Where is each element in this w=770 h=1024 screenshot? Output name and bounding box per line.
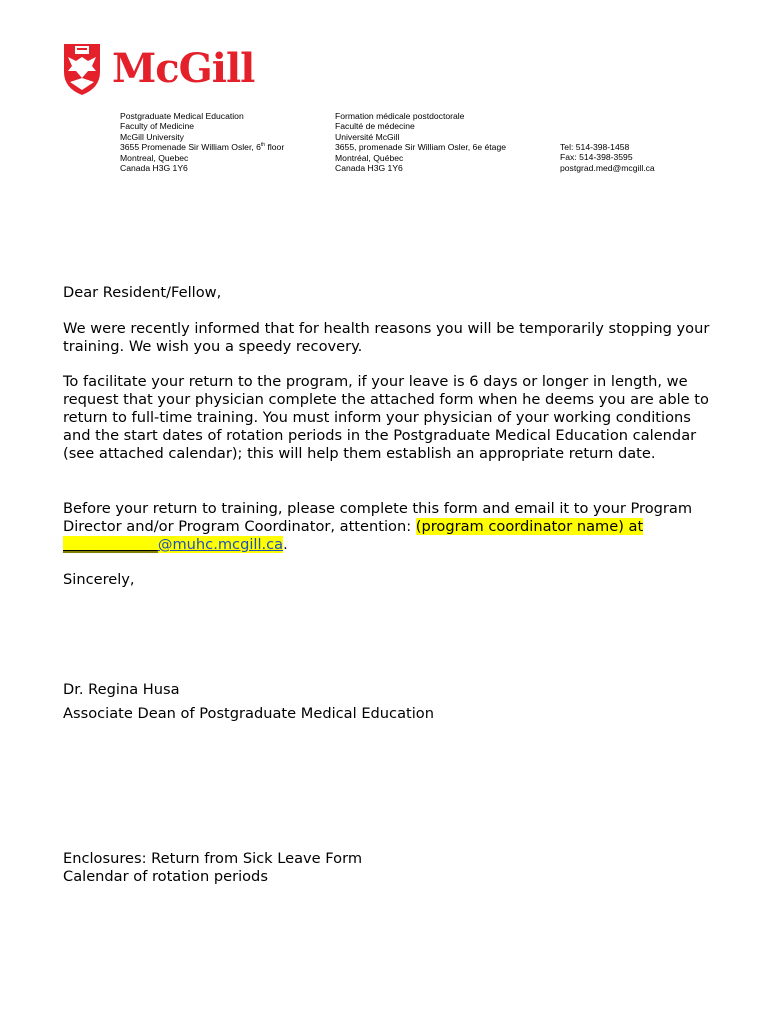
mcgill-wordmark: McGill [112, 45, 255, 92]
address-french [335, 111, 506, 173]
address-line: Faculté de médecine [335, 121, 415, 132]
email-blank: _____________ [63, 536, 158, 553]
address-line: Canada H3G 1Y6 [120, 163, 188, 174]
enclosures-line-1: Enclosures: Return from Sick Leave Form [63, 850, 363, 867]
address-line: Montréal, Québec [335, 152, 404, 163]
paragraph-1: We were recently informed that for health reasons you will be temporarily stopping your training. We wish you a speedy recovery. [63, 320, 710, 355]
paragraph-3: Before your return to training, please complete this form and email it to your Program Director and/or Program Coordinator, attention: (program coordinator name) at _____________@muhc.mcgill.ca. [63, 500, 693, 553]
address-line: Postgraduate Medical Education [120, 111, 244, 121]
signer-title: Associate Dean of Postgraduate Medical Education [63, 705, 434, 722]
paragraph-2: To facilitate your return to the program, if your leave is 6 days or longer in length, we request that your physician complete the attached form when he deems you are able to return to full-time training. You must inform your physician of your working conditions and the start dates of rotation periods in the Postgraduate Medical Education calendar (see attached calendar); this will help them establish an appropriate return date. [63, 373, 709, 462]
signer-name: Dr. Regina Husa [63, 681, 180, 698]
email-domain-link[interactable]: @muhc.mcgill.ca [157, 536, 284, 553]
address-line: McGill University [120, 131, 184, 142]
closing: Sincerely, [63, 571, 135, 588]
contact-tel: Tel: 514-398-1458 [560, 142, 630, 152]
address-english [120, 111, 284, 173]
salutation: Dear Resident/Fellow, [63, 284, 222, 301]
address-line: Canada H3G 1Y6 [335, 163, 403, 174]
address-line: 3655, promenade Sir William Osler, 6e étage [335, 142, 507, 153]
coordinator-placeholder: (program coordinator name) at _____________@muhc.mcgill.ca [63, 518, 644, 553]
contact-info [560, 142, 655, 173]
mcgill-logo [62, 42, 282, 96]
enclosures-line-2: Calendar of rotation periods [63, 868, 268, 885]
address-line: Montreal, Quebec [120, 152, 189, 163]
address-line-street: 3655 Promenade Sir William Osler, 6th floor [120, 142, 285, 153]
contact-fax: Fax: 514-398-3595 [560, 152, 633, 163]
mcgill-crest-icon [62, 42, 102, 96]
address-line: Faculty of Medicine [120, 121, 195, 132]
address-line: Université McGill [335, 131, 400, 142]
contact-email: postgrad.med@mcgill.ca [560, 162, 655, 173]
address-line: Formation médicale postdoctorale [335, 111, 465, 121]
